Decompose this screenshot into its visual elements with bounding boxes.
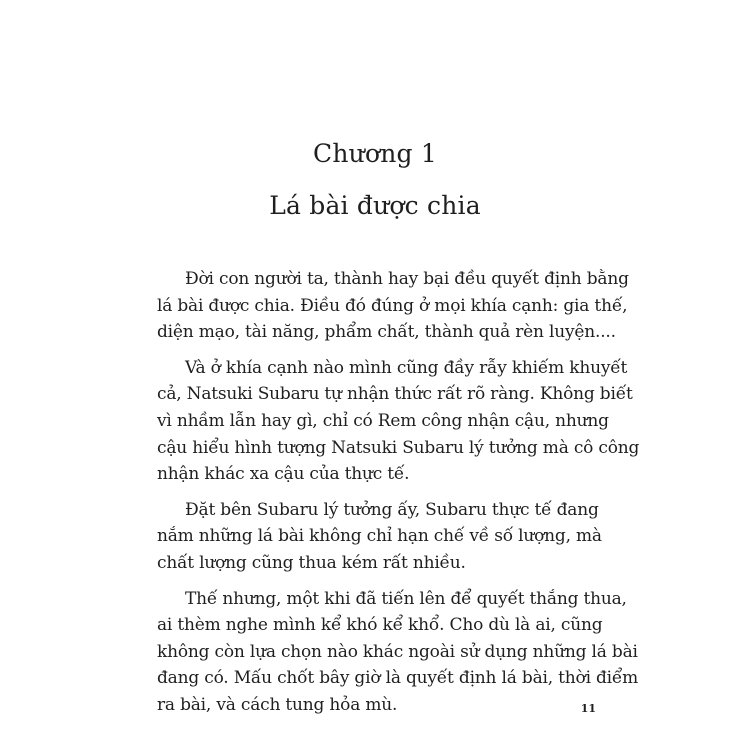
text-line: Thế nhưng, một khi đã tiến lên để quyết thắng thua, — [185, 588, 627, 609]
text-line: Và ở khía cạnh nào mình cũng đầy rẫy khiếm khuyết — [185, 357, 628, 378]
paragraph — [157, 266, 629, 346]
text-line: vì nhầm lẫn hay gì, chỉ có Rem công nhận cậu, nhưng — [157, 410, 609, 431]
chapter-number: Chương 1 — [313, 139, 437, 168]
text-line: diện mạo, tài năng, phẩm chất, thành quả rèn luyện.... — [157, 322, 616, 343]
text-line: cả, Natsuki Subaru tự nhận thức rất rõ ràng. Không biết — [157, 384, 633, 405]
paragraph — [157, 586, 639, 719]
chapter-title: Lá bài được chia — [269, 191, 481, 220]
paragraph — [157, 497, 602, 577]
text-line: nắm những lá bài không chỉ hạn chế về số lượng, mà — [157, 526, 602, 547]
text-line: chất lượng cũng thua kém rất nhiều. — [157, 552, 466, 573]
paragraph — [157, 355, 640, 488]
text-line: nhận khác xa cậu của thực tế. — [157, 464, 410, 485]
text-line: Đời con người ta, thành hay bại đều quyết định bằng — [185, 269, 629, 289]
text-line: ra bài, và cách tung hỏa mù. — [157, 694, 398, 715]
text-line: cậu hiểu hình tượng Natsuki Subaru lý tưởng mà cô công — [157, 437, 640, 458]
text-line: ai thèm nghe mình kể khó kể khổ. Cho dù là ai, cũng — [157, 615, 603, 636]
text-line: Đặt bên Subaru lý tưởng ấy, Subaru thực tế đang — [185, 499, 599, 520]
text-line: đang có. Mấu chốt bây giờ là quyết định lá bài, thời điểm — [157, 668, 639, 689]
text-line: lá bài được chia. Điều đó đúng ở mọi khía cạnh: gia thế, — [157, 295, 628, 316]
page-number: 11 — [580, 702, 596, 715]
text-line: không còn lựa chọn nào khác ngoài sử dụng những lá bài — [157, 641, 638, 662]
body-text — [157, 266, 640, 719]
